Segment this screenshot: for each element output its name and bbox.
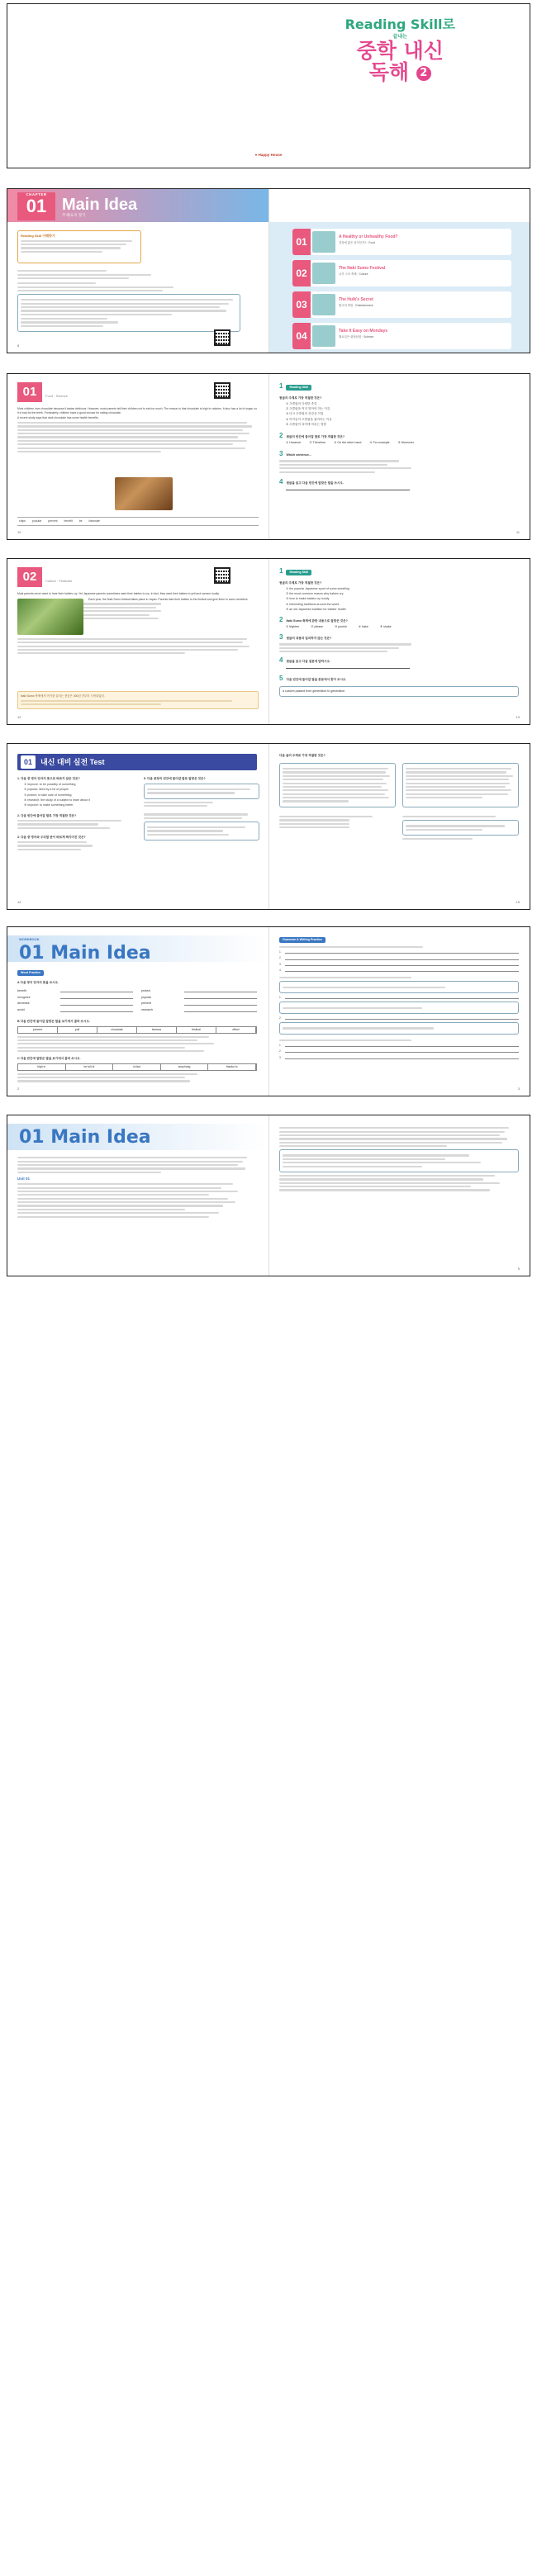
- word-bank-item: festival: [177, 1027, 216, 1033]
- festival-photo: [17, 599, 83, 635]
- word-row[interactable]: [141, 1002, 257, 1006]
- word-row[interactable]: [17, 989, 133, 993]
- unit-thumbnail: [312, 231, 335, 253]
- question-number: 2: [279, 431, 283, 439]
- skill-explanation: [17, 268, 240, 334]
- workbook-left: [7, 927, 268, 1096]
- workbook-title: [19, 941, 151, 966]
- question-text: 3. 다음 중 영어와 우리말 뜻이 바르게 짝지어진 것은?: [17, 836, 86, 840]
- passage-more: A recent study says that dark chocolate has some health benefits.: [17, 416, 99, 420]
- publisher-logo: ● Happy House: [254, 152, 283, 157]
- workbook2-right-content: [279, 1125, 519, 1193]
- question-text: 윗글의 주제로 가장 적절한 것은?: [279, 580, 322, 585]
- word-bank-item: chocolate: [97, 1027, 137, 1033]
- chapter-number-box: [17, 192, 55, 220]
- question-text: Naki Sumo 축제에 관한 내용으로 알맞은 것은?: [286, 618, 348, 623]
- question-text: Which sentence...: [286, 452, 311, 457]
- word-item: be: [78, 519, 83, 523]
- example-box: [279, 1022, 519, 1035]
- reading-passage: [17, 592, 257, 656]
- unit-title: The Naki Sumo Festival: [339, 266, 386, 271]
- answer-option[interactable]: ④ interesting traditions around the world: [286, 602, 340, 606]
- reading-tag: Food · Science: [45, 394, 68, 398]
- answer-option[interactable]: ① the popular Japanese sport of sumo wrestling: [286, 586, 349, 590]
- answer-row[interactable]: 2.: [279, 1016, 519, 1020]
- question-number: 5: [279, 675, 283, 683]
- translation-box: [279, 1149, 519, 1172]
- answer-row[interactable]: 2.: [279, 956, 519, 959]
- question-number: 3: [279, 632, 283, 641]
- answer-option[interactable]: ② popular: liked by a lot of people: [24, 788, 69, 792]
- workbook-title-text: Main Idea: [50, 1127, 151, 1148]
- unit-label: Unit 01: [17, 1176, 31, 1181]
- reading-number: 02: [17, 567, 42, 587]
- test-question: [144, 777, 259, 807]
- question-text: 윗글의 빈칸에 들어갈 말로 가장 적절한 것은?: [286, 434, 345, 438]
- phrase-bank-item: thanks to: [208, 1064, 256, 1070]
- test-column-2: [144, 777, 259, 847]
- answer-option[interactable]: ④ 아이들이 초콜릿을 좋아하는 이유: [286, 417, 332, 421]
- publisher-name: Happy House: [258, 152, 283, 157]
- question-number: 4: [279, 656, 283, 665]
- instruction: B 다음 빈칸에 들어갈 알맞은 말을 보기에서 골라 쓰시오.: [17, 1020, 90, 1024]
- section-tag: Word Practice: [17, 970, 44, 976]
- cover-title-line4: [345, 59, 455, 84]
- answer-option[interactable]: ③ how to make babies cry loudly: [286, 597, 330, 601]
- word-item: chips: [19, 519, 26, 523]
- page-number: 2: [17, 1086, 20, 1091]
- question-text: 윗글을 읽고 다음 빈칸에 알맞은 말을 쓰시오.: [286, 481, 344, 485]
- test-title: 내신 대비 실전 Test: [40, 758, 105, 766]
- answer-option[interactable]: ② please: [311, 624, 324, 628]
- answer-option[interactable]: ① improve: to be possibly of something: [24, 782, 76, 786]
- test-right: [268, 744, 530, 909]
- skill-box: [17, 230, 141, 263]
- instruction: A 다음 영어 단어의 뜻을 쓰시오.: [17, 980, 59, 984]
- answer-row[interactable]: 1.: [279, 1044, 519, 1047]
- reading-02-spread: [7, 558, 530, 725]
- cover-page: [7, 3, 530, 168]
- grammar-practice: [279, 937, 519, 1062]
- cover-title-line3: 중학 내신: [356, 38, 444, 63]
- question-text: 윗글을 읽고 다음 질문에 답하시오.: [286, 660, 331, 664]
- word: research: [141, 1008, 153, 1012]
- workbook-header: [19, 937, 151, 966]
- workbook2-left: [7, 1115, 268, 1276]
- reading-02-left: [7, 559, 268, 724]
- unit-item[interactable]: [292, 323, 511, 349]
- unit-title: The Hulk's Secret: [339, 297, 373, 302]
- answer-row[interactable]: 3.: [279, 1056, 519, 1059]
- question-text: 윗글의 주제로 가장 적절한 것은?: [279, 395, 322, 400]
- answer-option[interactable]: ① 초콜릿의 다양한 종류: [286, 401, 317, 405]
- example-box: [279, 1002, 519, 1014]
- qr-code: [214, 329, 230, 346]
- workbook-header: [19, 1125, 151, 1150]
- word: popular: [141, 995, 151, 999]
- unit-item[interactable]: [292, 229, 511, 255]
- chapter-left-page: [7, 189, 268, 353]
- chapter-banner: [7, 189, 268, 222]
- answer-row[interactable]: 2.: [279, 1049, 519, 1053]
- answer-option[interactable]: ⑤ Moreover: [397, 440, 414, 444]
- reading-number: 01: [17, 382, 42, 402]
- answer-blank[interactable]: [286, 665, 410, 669]
- cover-title-block: [345, 16, 455, 83]
- word: recognize: [17, 995, 31, 999]
- answer-row[interactable]: 1.: [279, 996, 519, 999]
- reading-01-spread: [7, 373, 530, 540]
- word-practice: [17, 970, 257, 1084]
- word-bank-item: effect: [216, 1027, 256, 1033]
- answer-blank[interactable]: [286, 487, 410, 490]
- test-question: [144, 813, 259, 841]
- unit-subtitle: 헐크의 비밀 · Entertainment: [339, 304, 373, 307]
- question-stem: 다음 문장의 빈칸에 들어갈 말로 알맞은 것은?: [147, 777, 206, 780]
- word: avoid: [17, 1008, 25, 1012]
- word-bank-item: prevent: [18, 1027, 58, 1033]
- question-number: 3: [279, 449, 283, 457]
- page-number: 14: [17, 899, 21, 904]
- question-stem: 다음 글의 주제로 가장 적절한 것은?: [279, 754, 326, 757]
- answer-option[interactable]: ② Therefore: [309, 440, 326, 444]
- test-column-1: [17, 777, 133, 857]
- unit-item[interactable]: [292, 291, 511, 318]
- example-box: [279, 981, 519, 993]
- answer-row[interactable]: 1.: [279, 950, 519, 954]
- word-item: prevent: [48, 519, 58, 523]
- question-column: [279, 382, 519, 491]
- answer-row[interactable]: 4.: [279, 968, 519, 972]
- unit-number: 04: [292, 323, 311, 349]
- reading-skill-tag: Reading Skill: [286, 570, 311, 575]
- chapter-label: CHAPTER: [26, 192, 47, 197]
- word: prevent: [141, 1002, 151, 1006]
- workbook-title-text: Main Idea: [50, 943, 151, 964]
- word-row[interactable]: [17, 996, 133, 1000]
- test-spread: [7, 743, 530, 910]
- page-number: 12: [17, 714, 21, 719]
- page-number: 5: [517, 1266, 520, 1271]
- word-row[interactable]: [141, 1008, 257, 1012]
- reading-tag: Culture · Festivals: [45, 579, 73, 583]
- reading-passage: [17, 407, 257, 454]
- page-number: 11: [516, 529, 520, 534]
- example-passage-box: [17, 294, 240, 332]
- answer-option[interactable]: ③ protect: to take care of something: [24, 793, 72, 797]
- test-left: [7, 744, 268, 909]
- page-number: 3: [517, 1086, 520, 1091]
- unit-item[interactable]: [292, 260, 511, 286]
- phrase-bank: [17, 1063, 257, 1071]
- word-bank-item: famous: [137, 1027, 177, 1033]
- unit-subtitle: 건강에 좋은 음식인가? · Food: [339, 241, 375, 244]
- question-number: 4: [279, 477, 283, 485]
- passage-text-2: Each year, the Naki Sumo festival takes place in Japan. Parents take their babies to the festival and give them to sumo wrestlers.: [88, 597, 249, 601]
- passage-text: Most parents never want to hear their babies cry. Yet Japanese parents sometimes want their babies to cry. In fact, they want their babies to yell and scream loudly.: [17, 592, 220, 595]
- question-text: 1. 다음 중 영어 단어의 뜻으로 바르지 않은 것은?: [17, 777, 80, 780]
- unit-thumbnail: [312, 294, 335, 315]
- instruction-text: 다음 빈칸에 들어갈 알맞은 말을 보기에서 골라 쓰시오.: [20, 1020, 90, 1024]
- question-stem: 다음 중 영어와 우리말 뜻이 바르게 짝지어진 것은?: [21, 836, 86, 840]
- unit-title: Take It Easy on Mondays: [339, 329, 388, 334]
- word-item: popular: [31, 519, 42, 523]
- word-row[interactable]: [17, 1008, 133, 1012]
- unit-subtitle: 나키 스모 축제 · Culture: [339, 272, 368, 276]
- chapter-right-page: [268, 189, 530, 353]
- reading-02-right: [268, 559, 530, 724]
- volume-badge: 2: [416, 66, 431, 81]
- answer-option[interactable]: ① However: [286, 440, 302, 444]
- word: benefit: [17, 988, 26, 992]
- workbook2-content: [17, 1155, 257, 1219]
- word-row[interactable]: [141, 989, 257, 993]
- test-passage-section: [279, 754, 519, 841]
- skill-box-title: Reading Skill 이해하기: [21, 234, 55, 238]
- word: protect: [141, 988, 150, 992]
- answer-option[interactable]: ① frighten: [286, 624, 300, 628]
- test-header: [17, 754, 257, 770]
- page-number: 8: [17, 343, 20, 348]
- phrase-bank-item: in fact: [113, 1064, 161, 1070]
- workbook-title: [19, 1125, 151, 1150]
- chapter-title: Main Idea: [62, 196, 138, 214]
- answer-option[interactable]: ② 초콜릿을 먹지 말아야 하는 이유: [286, 406, 330, 410]
- answer-row[interactable]: 3.: [279, 963, 519, 966]
- sentence-box: [144, 784, 259, 799]
- chapter-subtitle: 주제/요지 찾기: [62, 213, 86, 217]
- instruction-text: 다음 영어 단어의 뜻을 쓰시오.: [20, 980, 59, 984]
- workbook-label: WORKBOOK: [19, 937, 40, 941]
- test-question: [17, 836, 133, 850]
- workbook-spread-1: [7, 926, 530, 1096]
- question-number: 1: [279, 567, 283, 575]
- page-number: 13: [516, 714, 520, 719]
- question-text: 윗글의 내용과 일치하지 않는 것은?: [286, 636, 332, 640]
- culture-note-box: [17, 691, 259, 709]
- section-tag: Grammar & Writing Practice: [279, 937, 326, 943]
- question-text: 다음 빈칸에 들어갈 말을 본문에서 찾아 쓰시오.: [286, 678, 347, 682]
- question-text: 5. 다음 문장의 빈칸에 들어갈 말로 알맞은 것은?: [144, 777, 206, 780]
- chapter-number: 01: [26, 196, 47, 217]
- answer-option[interactable]: ⑤ improve: to make something better: [24, 803, 74, 807]
- word-row[interactable]: [141, 996, 257, 1000]
- answer-option[interactable]: ⑤ shake: [379, 624, 392, 628]
- instruction-text: 다음 빈칸에 알맞은 말을 보기에서 골라 쓰시오.: [20, 1057, 81, 1061]
- qr-code: [214, 567, 230, 584]
- question-stem: 다음 빈칸에 들어갈 말로 가장 적절한 것은?: [21, 814, 77, 818]
- question-column: [279, 567, 519, 699]
- unit-list-panel: [269, 222, 530, 353]
- answer-box: [279, 686, 519, 697]
- unit-number: 02: [292, 260, 311, 286]
- passage-box: [279, 763, 396, 807]
- word-bank-item: pull: [58, 1027, 97, 1033]
- workbook-spread-2: [7, 1115, 530, 1276]
- phrase-bank-item: surprising: [161, 1064, 209, 1070]
- answer-text: a custom passed from generation to generation: [283, 689, 345, 693]
- answer-option[interactable]: ③ On the other hand: [334, 440, 362, 444]
- phrase-bank-item: be full of: [66, 1064, 114, 1070]
- question-number: 1: [279, 382, 283, 390]
- word-row[interactable]: [17, 1002, 133, 1006]
- answer-option[interactable]: ③ 다크 초콜릿의 건강상 이점: [286, 412, 324, 416]
- question-text: 2. 다음 빈칸에 들어갈 말로 가장 적절한 것은?: [17, 814, 77, 818]
- word-item: fortunate: [88, 519, 100, 523]
- answer-option[interactable]: ⑤ 초콜릿이 치아에 미치는 영향: [286, 423, 326, 427]
- cover-title-word: 독해: [368, 59, 410, 84]
- cover-title-line1: Reading Skill로: [345, 17, 455, 32]
- subquestion: [402, 814, 519, 842]
- page-number: 15: [516, 899, 520, 904]
- instruction: C 다음 빈칸에 알맞은 말을 보기에서 골라 쓰시오.: [17, 1057, 81, 1061]
- workbook-number: 01: [19, 1127, 45, 1148]
- passage-box: [402, 763, 519, 807]
- question-text: [279, 754, 519, 758]
- answer-option[interactable]: ④ For example: [369, 440, 390, 444]
- qr-code: [214, 382, 230, 399]
- test-number: 01: [21, 755, 36, 769]
- word-box: [17, 517, 259, 526]
- reading-01-right: [268, 374, 530, 539]
- test-question: [17, 777, 133, 807]
- reading-01-left: [7, 374, 268, 539]
- word: decrease: [17, 1002, 30, 1006]
- page-number: 10: [17, 529, 21, 534]
- test-question: [17, 814, 133, 829]
- subquestion: [279, 814, 396, 842]
- reading-skill-tag: Reading Skill: [286, 385, 311, 391]
- cover-title-line2: 끝내는: [392, 34, 407, 40]
- unit-number: 01: [292, 229, 311, 255]
- question-stem: 다음 중 영어 단어의 뜻으로 바르지 않은 것은?: [21, 777, 80, 780]
- chapter-opener-spread: [7, 188, 530, 353]
- answer-option[interactable]: ④ research: the study of a subject to learn about it: [24, 798, 90, 802]
- passage-lead: Most children love chocolate because it tastes delicious. However, most parents tell their children not to eat too much. The reason is that chocolate is high in calories. It also has a lot of sugar, so it is bad for the teeth. Fortunately, children have a good excuse for eating chocolate.: [17, 407, 257, 414]
- unit-thumbnail: [312, 325, 335, 347]
- unit-number: 03: [292, 291, 311, 318]
- unit-title: A Healthy or Unhealthy Food?: [339, 234, 398, 239]
- answer-option[interactable]: ⑤ an old Japanese tradition for babies' health: [286, 608, 346, 612]
- culture-note: Naki Sumo 축제에서 아기를 울리는 풍습은 400년 전부터 시작되었다.: [21, 694, 105, 698]
- unit-subtitle: 월요일은 쉬엄쉬엄 · Science: [339, 335, 374, 339]
- workbook2-right: [268, 1115, 530, 1276]
- unit-thumbnail: [312, 263, 335, 284]
- question-number: 2: [279, 615, 283, 623]
- word-item: benefit: [64, 519, 73, 523]
- phrase-bank-item: high in: [18, 1064, 66, 1070]
- answer-option[interactable]: ② the most common reason why babies cry: [286, 591, 344, 595]
- workbook-right: [268, 927, 530, 1096]
- answer-option[interactable]: ③ punish: [335, 624, 347, 628]
- workbook-number: 01: [19, 943, 45, 964]
- word-bank: [17, 1026, 257, 1034]
- answer-option[interactable]: ④ bake: [358, 624, 368, 628]
- sentence-box: [144, 822, 259, 841]
- chocolate-photo: [115, 477, 173, 510]
